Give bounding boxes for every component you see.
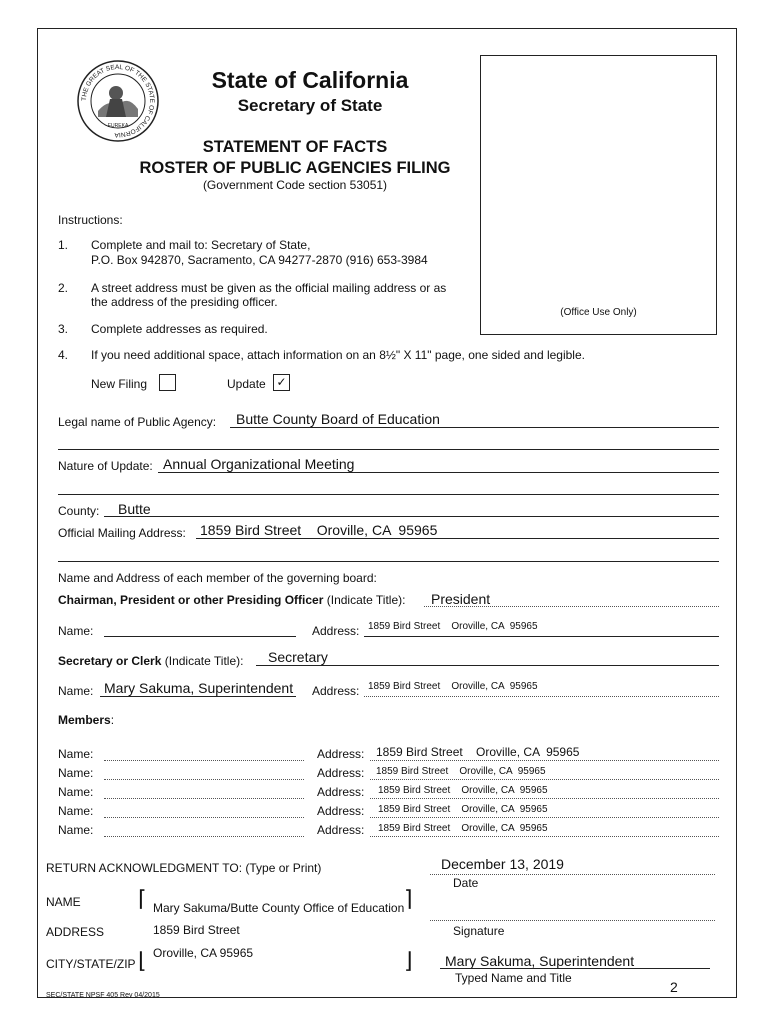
form-title: [130, 137, 460, 179]
legal-name-value[interactable]: Butte County Board of Education: [236, 411, 440, 427]
name-label: Name:: [58, 785, 94, 799]
name-label: Name:: [58, 684, 94, 698]
underline: [58, 561, 719, 562]
new-filing-label: New Filing: [91, 377, 148, 391]
typed-name-label: Typed Name and Title: [455, 971, 572, 985]
address-label: Address:: [317, 823, 365, 837]
return-name-label: NAME: [46, 895, 81, 909]
return-heading: RETURN ACKNOWLEDGMENT TO: (Type or Print): [46, 861, 322, 875]
instructions-heading: Instructions:: [58, 213, 123, 227]
chair-label-bold: Chairman, President or other Presiding Officer: [58, 593, 324, 607]
state-seal: [76, 59, 160, 143]
right-bracket: ⌋: [404, 948, 413, 973]
office-use-label: (Office Use Only): [560, 307, 637, 318]
address-label: Address:: [317, 785, 365, 799]
clerk-name-value[interactable]: Mary Sakuma, Superintendent: [104, 680, 294, 696]
left-bracket: ⌊: [138, 948, 147, 973]
form-title-line2: ROSTER OF PUBLIC AGENCIES FILING: [139, 159, 451, 177]
underline: [58, 494, 719, 495]
name-label: Name:: [58, 804, 94, 818]
underline: [370, 760, 719, 761]
address-label: Address:: [317, 804, 365, 818]
clerk-label-rest: (Indicate Title):: [164, 654, 244, 668]
member-name-field[interactable]: [104, 760, 304, 761]
instruction-text: the address of the presiding officer.: [91, 295, 278, 309]
office-use-box: [480, 55, 717, 335]
underline: [230, 427, 719, 428]
instruction-text: If you need additional space, attach information on an 8½" X 11" page, one sided and legible.: [91, 348, 585, 362]
gov-code-note: (Government Code section 53051): [202, 178, 388, 192]
underline: [370, 817, 719, 818]
page-subtitle: Secretary of State: [237, 96, 383, 115]
instruction-text: Complete addresses as required.: [91, 322, 268, 336]
chair-address-value[interactable]: 1859 Bird Street Oroville, CA 95965: [368, 621, 538, 632]
member-name-field[interactable]: [104, 779, 304, 780]
underline: [256, 665, 719, 666]
page-title: State of California: [211, 67, 409, 93]
underline: [104, 636, 296, 637]
underline: [58, 449, 719, 450]
signature-label: Signature: [453, 924, 505, 938]
update-label: Update: [227, 377, 266, 391]
member-name-field[interactable]: [104, 817, 304, 818]
underline: [196, 538, 719, 539]
member-address-value[interactable]: 1859 Bird Street Oroville, CA 95965: [376, 745, 580, 759]
date-label: Date: [453, 876, 479, 890]
right-bracket: ⌉: [404, 886, 413, 911]
clerk-title-value[interactable]: Secretary: [268, 649, 328, 665]
underline: [370, 779, 719, 780]
return-city-label: CITY/STATE/ZIP: [46, 957, 136, 971]
clerk-label-bold: Secretary or Clerk: [58, 654, 162, 668]
svg-text:EUREKA: EUREKA: [107, 123, 129, 129]
member-name-field[interactable]: [104, 836, 304, 837]
form-id: SEC/STATE NPSF 405 Rev 04/2015: [46, 992, 160, 999]
name-label: Name:: [58, 766, 94, 780]
signature-field[interactable]: [430, 920, 715, 921]
underline: [370, 798, 719, 799]
svg-text:THE GREAT SEAL OF THE STATE OF: THE GREAT SEAL OF THE STATE OF CALIFORNIA: [80, 63, 156, 139]
instruction-num: 3.: [58, 322, 69, 336]
return-name-value[interactable]: Mary Sakuma/Butte County Office of Education: [153, 901, 405, 915]
address-label: Address:: [317, 747, 365, 761]
underline: [440, 968, 710, 969]
chair-label-rest: (Indicate Title):: [326, 593, 406, 607]
legal-name-label: Legal name of Public Agency:: [58, 415, 217, 429]
page-number: 2: [670, 979, 678, 995]
form-title-line1: STATEMENT OF FACTS: [202, 138, 388, 156]
underline: [370, 836, 719, 837]
update-checkbox[interactable]: ✓: [273, 374, 290, 391]
left-bracket: ⌈: [138, 886, 147, 911]
address-label: Address:: [312, 624, 360, 638]
member-address-value[interactable]: 1859 Bird Street Oroville, CA 95965: [378, 823, 548, 834]
member-address-value[interactable]: 1859 Bird Street Oroville, CA 95965: [376, 766, 546, 777]
underline: [364, 696, 719, 697]
county-label: County:: [58, 504, 100, 518]
mailing-label: Official Mailing Address:: [58, 526, 186, 540]
underline: [424, 606, 719, 607]
underline: [100, 696, 296, 697]
instruction-num: 1.: [58, 238, 69, 252]
member-address-value[interactable]: 1859 Bird Street Oroville, CA 95965: [378, 785, 548, 796]
name-label: Name:: [58, 624, 94, 638]
underline: [104, 516, 719, 517]
members-label-text: Members: [58, 713, 111, 727]
clerk-label: [58, 654, 243, 668]
instruction-num: 4.: [58, 348, 69, 362]
typed-name-value[interactable]: Mary Sakuma, Superintendent: [445, 953, 635, 969]
name-label: Name:: [58, 747, 94, 761]
address-label: Address:: [317, 766, 365, 780]
underline: [364, 636, 719, 637]
address-label: Address:: [312, 684, 360, 698]
member-name-field[interactable]: [104, 798, 304, 799]
instruction-text: P.O. Box 942870, Sacramento, CA 94277-2870 (916) 653-3984: [91, 253, 428, 267]
nature-value[interactable]: Annual Organizational Meeting: [163, 456, 355, 472]
board-heading: Name and Address of each member of the governing board:: [58, 571, 377, 585]
underline: [158, 472, 719, 473]
mailing-value[interactable]: 1859 Bird Street Oroville, CA 95965: [200, 522, 438, 538]
chair-title-value[interactable]: President: [431, 591, 491, 607]
nature-label: Nature of Update:: [58, 459, 153, 473]
new-filing-checkbox[interactable]: [159, 374, 176, 391]
county-value[interactable]: Butte: [118, 501, 151, 517]
instruction-text: Complete and mail to: Secretary of State,: [91, 238, 311, 252]
chair-label: [58, 593, 405, 607]
return-address-value[interactable]: 1859 Bird Street: [153, 923, 240, 937]
clerk-address-value[interactable]: 1859 Bird Street Oroville, CA 95965: [368, 681, 538, 692]
members-label: Members:: [58, 713, 115, 727]
return-address-label: ADDRESS: [46, 925, 105, 939]
return-city-value[interactable]: Oroville, CA 95965: [153, 946, 254, 960]
underline: [430, 874, 715, 875]
name-label: Name:: [58, 823, 94, 837]
date-value[interactable]: December 13, 2019: [441, 856, 564, 872]
instruction-text: A street address must be given as the official mailing address or as: [91, 281, 447, 295]
instruction-num: 2.: [58, 281, 69, 295]
member-address-value[interactable]: 1859 Bird Street Oroville, CA 95965: [378, 804, 548, 815]
